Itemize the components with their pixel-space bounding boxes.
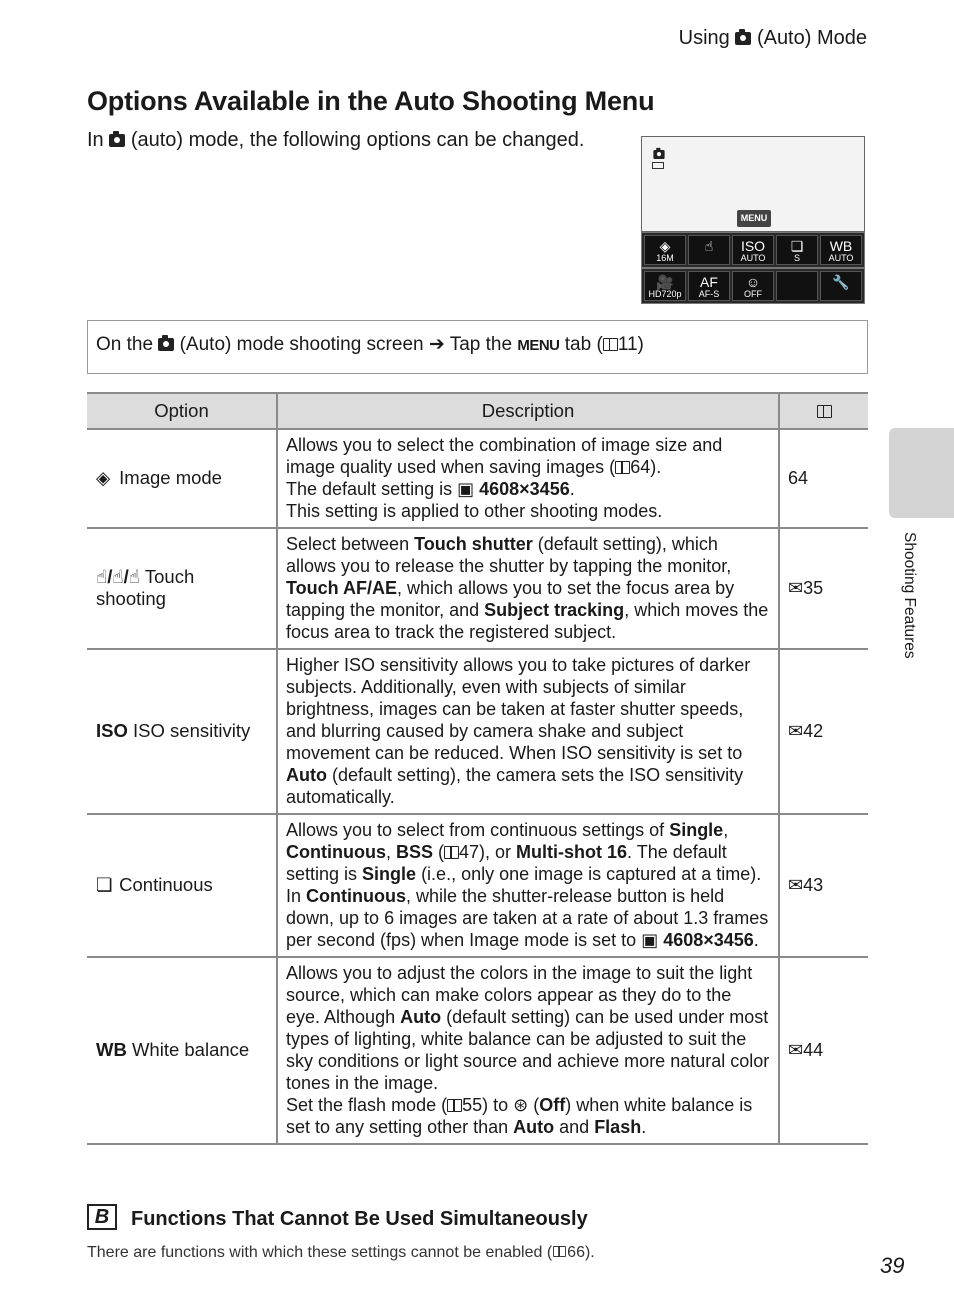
book-icon — [447, 1099, 462, 1112]
camera-setting-label: AUTO — [740, 253, 766, 263]
nav-part3: tab ( — [564, 334, 603, 355]
description-text: , while the shutter-release button is held down, up to 6 images are taken at a rate of about 1.3 frames per second (fps) when Image mode is set to — [286, 886, 769, 950]
table-row — [87, 957, 868, 1144]
book-icon — [444, 846, 459, 859]
description-bold: Off — [539, 1095, 566, 1115]
navigation-path — [96, 333, 644, 356]
description-bold: Auto — [400, 1007, 442, 1027]
option-name: Continuous — [114, 874, 213, 895]
description-text: Higher ISO sensitivity allows you to take pictures of darker subjects. Additionally, even with subjects of similar brightness, images can be taken at faster shutter speeds, and blurring caused by camera shake and subject movement can be reduced. When ISO sensitivity is set to — [286, 655, 751, 763]
camera-setting-icon: 🎥 — [656, 274, 674, 290]
camera-setting-button — [820, 235, 862, 265]
camera-setting-icon: ◈ — [659, 238, 671, 254]
side-tab — [889, 428, 954, 518]
description-text: , which allows you to set the focus area by tapping the monitor, and — [286, 578, 735, 620]
description-bold: Touch AF/AE — [286, 578, 397, 598]
book-icon — [553, 1246, 566, 1257]
menu-tab: MENU — [737, 210, 771, 227]
option-icon: ❏ — [96, 874, 113, 895]
option-icon: WB — [96, 1039, 127, 1060]
description-text: (i.e., only one image is captured at a time). In — [286, 864, 762, 906]
option-cell — [87, 528, 277, 649]
option-cell — [87, 957, 277, 1144]
reference-cell: ✉44 — [779, 957, 868, 1144]
description-bold: Auto — [513, 1117, 555, 1137]
page-title: Options Available in the Auto Shooting Menu — [87, 86, 655, 116]
description-text: ( — [433, 842, 445, 862]
camera-setting-button — [776, 235, 818, 265]
description-cell — [277, 528, 779, 649]
camera-setting-label: AUTO — [828, 253, 854, 263]
reference-cell: ✉43 — [779, 814, 868, 957]
description-bold: Auto — [286, 765, 327, 785]
table-row — [87, 649, 868, 814]
page-number: 39 — [880, 1253, 905, 1278]
camera-icon — [109, 134, 125, 147]
option-name: Touch shooting — [96, 566, 195, 609]
camera-setting-label: OFF — [744, 289, 762, 299]
camera-icon — [735, 32, 751, 45]
note-text-suffix: 66). — [567, 1244, 595, 1261]
camera-screen-illustration — [641, 136, 865, 305]
header-option: Option — [87, 393, 277, 429]
intro-prefix: In — [87, 129, 104, 151]
description-text: 47), or — [459, 842, 517, 862]
note-text — [87, 1244, 595, 1262]
camera-setting-button — [820, 271, 862, 301]
camera-setting-button — [688, 271, 730, 301]
side-tab-label: Shooting Features — [901, 532, 918, 659]
description-bold: Flash — [594, 1117, 642, 1137]
header-reference — [779, 393, 868, 429]
description-text: . The default setting is — [286, 842, 727, 884]
description-bold: Multi-shot 16 — [516, 842, 628, 862]
camera-setting-icon: WB — [829, 238, 853, 254]
description-bold: Single — [669, 820, 724, 840]
description-bold: Continuous — [286, 842, 386, 862]
option-name: ISO sensitivity — [127, 720, 251, 741]
description-text: Allows you to select from continuous settings of — [286, 820, 670, 840]
camera-setting-button — [732, 235, 774, 265]
camera-setting-icon: AF — [700, 274, 718, 290]
note-title: Functions That Cannot Be Used Simultaneously — [131, 1208, 588, 1230]
book-icon — [603, 338, 618, 351]
description-text: Set the flash mode ( — [286, 1095, 448, 1115]
reference-cell: 64 — [779, 429, 868, 528]
option-icon: ☝/☝/☝ — [96, 566, 141, 587]
camera-setting-icon: 🔧 — [832, 274, 850, 290]
option-name: White balance — [126, 1039, 250, 1060]
camera-setting-label: AF-S — [698, 289, 720, 299]
camera-icon — [158, 338, 174, 351]
camera-setting-button — [644, 235, 686, 265]
description-bold: ▣ 4608×3456 — [457, 479, 570, 499]
camera-setting-button — [776, 271, 818, 301]
description-text: (default setting), the camera sets the ISO sensitivity automatically. — [286, 765, 744, 807]
description-text: Select between — [286, 534, 415, 554]
description-text: , which moves the focus area to track the registered subject. — [286, 600, 769, 642]
camera-setting-icon: ISO — [740, 238, 766, 254]
nav-part1: On the — [96, 334, 154, 355]
description-text: and — [554, 1117, 595, 1137]
intro-suffix: (auto) mode, the following options can be changed. — [130, 129, 585, 151]
reference-cell: ✉35 — [779, 528, 868, 649]
camera-mode-icon — [653, 150, 664, 159]
book-icon — [817, 405, 832, 418]
camera-setting-button — [732, 271, 774, 301]
option-cell — [87, 649, 277, 814]
camera-setting-label: S — [793, 253, 800, 263]
option-cell — [87, 814, 277, 957]
battery-icon — [652, 162, 664, 169]
description-cell — [277, 957, 779, 1144]
description-text: . — [569, 479, 575, 499]
description-text: (default setting), which allows you to release the shutter by tapping the monitor, — [286, 534, 732, 576]
camera-lcd — [641, 136, 865, 232]
camera-setting-label: HD720p — [648, 289, 682, 299]
description-text: 64). — [630, 457, 662, 477]
nav-part2: (Auto) mode shooting screen ➔ Tap the — [179, 334, 513, 355]
nav-page-ref: 11) — [617, 334, 644, 355]
camera-setting-button — [688, 235, 730, 265]
description-text: , — [385, 842, 396, 862]
description-text: Allows you to select the combination of image size and image quality used when saving images ( — [286, 435, 723, 477]
description-bold: BSS — [396, 842, 434, 862]
option-icon: ◈ — [96, 467, 111, 488]
camera-icon-row-2 — [641, 268, 865, 304]
note-text-prefix: There are functions with which these settings cannot be enabled ( — [87, 1244, 553, 1261]
description-bold: Continuous — [306, 886, 406, 906]
option-cell — [87, 429, 277, 528]
camera-setting-icon: ☺ — [745, 274, 761, 290]
description-cell — [277, 429, 779, 528]
description-cell — [277, 814, 779, 957]
option-name: Image mode — [114, 467, 222, 488]
description-cell — [277, 649, 779, 814]
description-text: . — [753, 930, 759, 950]
description-text: This setting is applied to other shooting modes. — [286, 501, 663, 521]
description-text: (default setting) can be used under most types of lighting, white balance can be adjusted to suit the sky conditions or light source and achieve more natural color tones in the image. — [286, 1007, 770, 1093]
table-row — [87, 528, 868, 649]
camera-setting-icon: ☝ — [704, 238, 714, 254]
description-text: ) when white balance is set to any setting other than — [286, 1095, 753, 1137]
description-text: , — [723, 820, 729, 840]
book-icon — [615, 461, 630, 474]
description-text: Allows you to adjust the colors in the image to suit the light source, which can make colors appear as they do to the eye. Although — [286, 963, 753, 1027]
header-prefix: Using — [678, 27, 730, 49]
options-table — [87, 392, 868, 1145]
table-header-row — [87, 393, 868, 429]
intro-text — [87, 126, 587, 155]
menu-glyph: MENU — [517, 337, 560, 354]
header-suffix: (Auto) Mode — [756, 27, 867, 49]
header-description: Description — [277, 393, 779, 429]
camera-setting-button — [644, 271, 686, 301]
camera-setting-icon: ❏ — [790, 238, 804, 254]
description-bold: Touch shutter — [414, 534, 533, 554]
table-row — [87, 814, 868, 957]
note-icon: B — [87, 1204, 117, 1230]
description-bold: ▣ 4608×3456 — [641, 930, 754, 950]
reference-cell: ✉42 — [779, 649, 868, 814]
table-row — [87, 429, 868, 528]
description-bold: Subject tracking — [484, 600, 625, 620]
description-text: . — [641, 1117, 647, 1137]
description-bold: Single — [362, 864, 417, 884]
running-header — [679, 27, 867, 50]
description-text: The default setting is — [286, 479, 458, 499]
camera-icon-row-1 — [641, 232, 865, 268]
description-text: 55) to ⊛ ( — [462, 1095, 540, 1115]
option-icon: ISO — [96, 720, 128, 741]
camera-setting-label: 16M — [656, 253, 674, 263]
